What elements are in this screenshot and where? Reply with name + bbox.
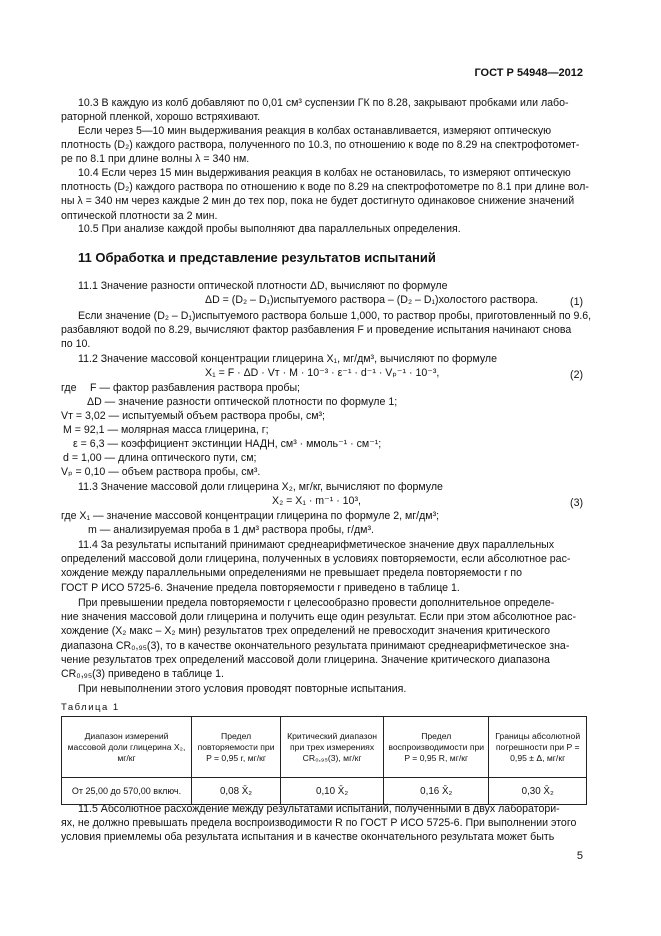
page-number: 5 — [576, 850, 583, 862]
definition: m — анализируемая проба в 1 дм³ раствора пробы, г/дм³. — [88, 524, 374, 536]
definition: Vₚ = 0,10 — объем раствора пробы, см³. — [61, 466, 261, 478]
table-1 — [61, 716, 587, 805]
table-row — [62, 778, 587, 805]
paragraph-11-2: 11.2 Значение массовой концентрации глицерина X₁, мг/дм³, вычисляют по формуле — [78, 353, 497, 365]
paragraph-11-5: 11.5 Абсолютное расхождение между результатами испытаний, полученными в двух лаборатори- ях, не должно превышать предела воспроизводимости R по ГОСТ Р ИСО 5725-6. При выполнении этого условия приемлемы оба результата испытания и в качестве окончательного результата может быть — [61, 803, 577, 844]
table-header: Критический диапазон при трех измерениях CR₀,₉₅(3), мг/кг — [281, 717, 384, 778]
table-header: Предел воспроизводимости при P = 0,95 R, мг/кг — [384, 717, 489, 778]
formula-1-number: (1) — [570, 296, 583, 308]
definition: где X₁ — значение массовой концентрации глицерина по формуле 2, мг/дм³; — [61, 510, 440, 522]
formula-3: X₂ = X₁ · m⁻¹ · 10³, — [272, 495, 361, 507]
table-cell: 0,16 X̄₂ — [384, 778, 489, 805]
formula-3-number: (3) — [570, 497, 583, 509]
definition: d = 1,00 — длина оптического пути, см; — [63, 452, 257, 464]
section-11-title: 11 Обработка и представление результатов испытаний — [78, 250, 436, 265]
paragraph-10-4: 10.4 Если через 15 мин выдерживания реакция в колбах не остановилась, то измеряют оптическую плотность (D₂) каждого раствора по отношению к воде по 8.29 на спектрофотометре по 8.1 при длине вол- ны λ = 340 нм через каждые 2 мин до тех пор, пока не будет достигнуто одинаковое снижение значений оптической плотности за 2 мин. — [61, 167, 589, 222]
paragraph-10-3: 10.3 В каждую из колб добавляют по 0,01 см³ суспензии ГК по 8.28, закрывают пробками или лабо- раторной пленкой, хорошо встряхивают. — [61, 97, 569, 124]
document-code: ГОСТ Р 54948—2012 — [474, 67, 583, 79]
table-cell: 0,30 X̄₂ — [489, 778, 587, 805]
paragraph-11-4: 11.4 За результаты испытаний принимают среднеарифметическое значение двух параллельных определений массовой доли глицерина, полученных в условиях повторяемости, если абсолютное рас- хождение между параллельными определениями не превышает предела повторяемости r по ГОСТ Р ИСО 5725-6. Значение предела повторяемости r приведено в таблице 1. — [61, 539, 571, 594]
paragraph-11-4-end: При невыполнении этого условия проводят повторные испытания. — [78, 683, 407, 695]
definition: ΔD — значение разности оптической плотности по формуле 1; — [87, 396, 398, 408]
definition: ε = 6,3 — коэффициент экстинции НАДН, см³ · ммоль⁻¹ · см⁻¹; — [73, 438, 382, 450]
paragraph-11-3: 11.3 Значение массовой доли глицерина X₂, мг/кг, вычисляют по формуле — [78, 481, 443, 493]
paragraph-11-1: 11.1 Значение разности оптической плотности ΔD, вычисляют по формуле — [78, 280, 448, 292]
formula-2-number: (2) — [570, 369, 583, 381]
table-header: Предел повторяемости при P = 0,95 r, мг/кг — [192, 717, 281, 778]
formula-2: X₁ = F · ΔD · Vт · M · 10⁻³ · ε⁻¹ · d⁻¹ · Vₚ⁻¹ · 10⁻³, — [205, 367, 440, 379]
paragraph-11-4-cont: При превышении предела повторяемости r целесообразно провести дополнительное определе- ние значения массовой доли глицерина и получить еще один результат. Если при этом абсолютное рас- хождение (X₂ макс – X₂ мин) результатов трех определений не превосходит значения критического диапазона CR₀,₉₅(3), то в качестве окончательного результата принимают среднеарифметическое зна- чение результатов трех определений массовой доли глицерина. Значение критического диапазона CR₀,₉₅(3) приведено в таблице 1. — [61, 597, 577, 681]
definition: Vт = 3,02 — испытуемый объем раствора пробы, см³; — [61, 410, 326, 422]
definition: M = 92,1 — молярная масса глицерина, г; — [63, 424, 269, 436]
table-cell: 0,10 X̄₂ — [281, 778, 384, 805]
table-cell: 0,08 X̄₂ — [192, 778, 281, 805]
where-label: где — [61, 382, 77, 394]
table-header: Диапазон измерений массовой доли глицерина X₂, мг/кг — [62, 717, 192, 778]
paragraph-10-3-cont: Если через 5—10 мин выдерживания реакция в колбах останавливается, измеряют оптическую плотность (D₂) каждого раствора, полученного по 10.3, по отношению к воде по 8.29 на спектрофотомет- ре по 8.1 при длине волны λ = 340 нм. — [61, 125, 580, 166]
table-caption: Таблица 1 — [61, 702, 120, 713]
paragraph-10-5: 10.5 При анализе каждой пробы выполняют два параллельных определения. — [78, 223, 461, 235]
table-header: Границы абсолютной погрешности при P = 0,95 ± Δ, мг/кг — [489, 717, 587, 778]
table-header-row — [62, 717, 587, 778]
paragraph-11-1-cont: Если значение (D₂ – D₁)испытуемого раствора больше 1,000, то раствор пробы, приготовленный по 9.6, разбавляют водой по 8.29, вычисляют фактор разбавления F и проведение испытания начинают снова по 10. — [61, 310, 592, 351]
formula-1: ΔD = (D₂ – D₁)испытуемого раствора – (D₂ – D₁)холостого раствора. — [205, 294, 539, 306]
definition: F — фактор разбавления раствора пробы; — [90, 382, 301, 394]
table-cell: От 25,00 до 570,00 включ. — [62, 778, 192, 805]
